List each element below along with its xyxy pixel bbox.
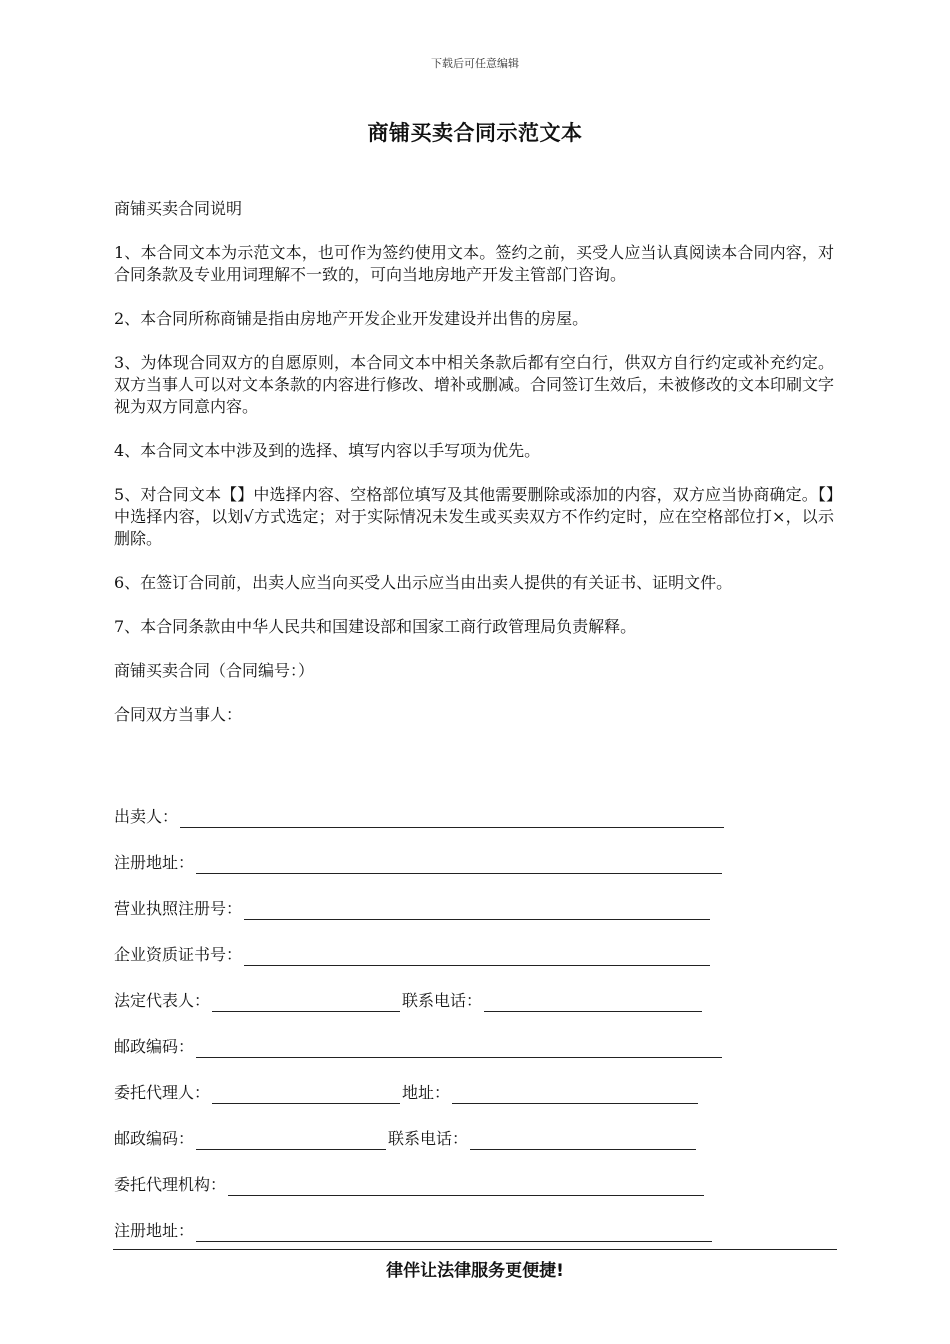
reg-address-blank[interactable] xyxy=(196,855,722,874)
legal-rep-field xyxy=(114,990,704,1012)
reg-address-label: 注册地址： xyxy=(114,853,195,872)
agency-field xyxy=(114,1174,706,1196)
contact-phone-blank[interactable] xyxy=(484,993,702,1012)
postcode-blank[interactable] xyxy=(196,1039,722,1058)
footer-slogan: 律伴让法律服务更便捷! xyxy=(386,1261,564,1281)
postcode-label: 邮政编码： xyxy=(114,1037,195,1056)
paragraph-7: 7、本合同条款由中华人民共和国建设部和国家工商行政管理局负责解释。 xyxy=(114,617,637,636)
seller-field xyxy=(114,806,726,828)
license-no-blank[interactable] xyxy=(244,901,710,920)
reg-address2-label: 注册地址： xyxy=(114,1221,195,1240)
paragraph-4: 4、本合同文本中涉及到的选择、填写内容以手写项为优先。 xyxy=(114,441,541,460)
seller-blank[interactable] xyxy=(180,809,724,828)
agent-field xyxy=(114,1082,700,1104)
agent-blank[interactable] xyxy=(212,1085,400,1104)
contact-phone-label: 联系电话： xyxy=(402,991,483,1010)
reg-address2-field xyxy=(114,1220,714,1242)
qualification-no-blank[interactable] xyxy=(244,947,710,966)
legal-rep-label: 法定代表人： xyxy=(114,991,211,1010)
address-label: 地址： xyxy=(402,1083,451,1102)
document-title: 商铺买卖合同示范文本 xyxy=(367,121,583,145)
footer-divider xyxy=(113,1249,837,1250)
header-note: 下载后可任意编辑 xyxy=(431,57,519,70)
contact-phone2-label: 联系电话： xyxy=(388,1129,469,1148)
paragraph-6: 6、在签订合同前，出卖人应当向买受人出示应当由出卖人提供的有关证书、证明文件。 xyxy=(114,573,733,592)
qualification-no-label: 企业资质证书号： xyxy=(114,945,243,964)
address-blank[interactable] xyxy=(452,1085,698,1104)
agency-label: 委托代理机构： xyxy=(114,1175,227,1194)
parties-heading: 合同双方当事人： xyxy=(114,705,243,724)
reg-address-field xyxy=(114,852,724,874)
agent-label: 委托代理人： xyxy=(114,1083,211,1102)
seller-label: 出卖人： xyxy=(114,807,179,826)
reg-address2-blank[interactable] xyxy=(196,1223,712,1242)
postcode-field xyxy=(114,1036,724,1058)
license-no-field xyxy=(114,898,712,920)
paragraph-3: 3、为体现合同双方的自愿原则，本合同文本中相关条款后都有空白行，供双方自行约定或补充约定。双方当事人可以对文本条款的内容进行修改、增补或删减。合同签订生效后，未被修改的文本印刷文字视为双方同意内容。 xyxy=(114,353,835,416)
postcode2-blank[interactable] xyxy=(196,1131,386,1150)
document-body xyxy=(114,198,834,748)
postcode2-label: 邮政编码： xyxy=(114,1129,195,1148)
paragraph-1: 1、本合同文本为示范文本，也可作为签约使用文本。签约之前，买受人应当认真阅读本合同内容，对合同条款及专业用词理解不一致的，可向当地房地产开发主管部门咨询。 xyxy=(114,243,834,284)
paragraph-5: 5、对合同文本【】中选择内容、空格部位填写及其他需要删除或添加的内容，双方应当协商确定。【】中选择内容，以划√方式选定；对于实际情况未发生或买卖双方不作约定时，应在空格部位打×，以示删除。 xyxy=(114,485,834,548)
agency-blank[interactable] xyxy=(228,1177,704,1196)
postcode2-field xyxy=(114,1128,698,1150)
intro-heading: 商铺买卖合同说明 xyxy=(114,199,243,218)
paragraph-2: 2、本合同所称商铺是指由房地产开发企业开发建设并出售的房屋。 xyxy=(114,309,589,328)
contract-heading: 商铺买卖合同（合同编号：） xyxy=(114,661,315,680)
legal-rep-blank[interactable] xyxy=(212,993,400,1012)
qualification-no-field xyxy=(114,944,712,966)
contact-phone2-blank[interactable] xyxy=(470,1131,696,1150)
license-no-label: 营业执照注册号： xyxy=(114,899,243,918)
